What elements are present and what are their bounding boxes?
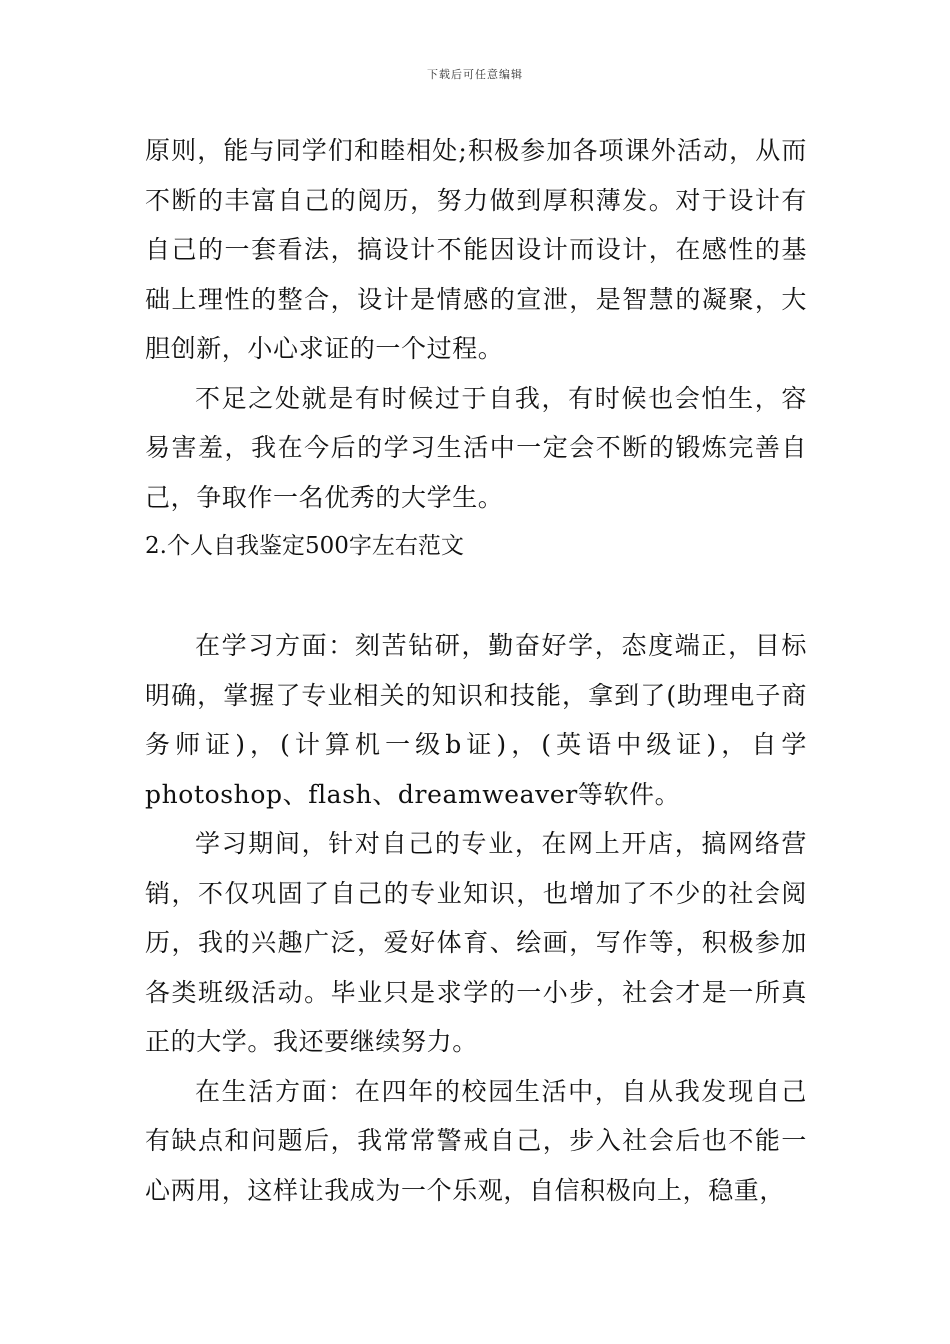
- paragraph-principles: 原则，能与同学们和睦相处;积极参加各项课外活动，从而不断的丰富自己的阅历，努力做到厚积薄发。对于设计有自己的一套看法，搞设计不能因设计而设计，在感性的基础上理性的整合，设计是情感的宣泄，是智慧的凝聚，大胆创新，小心求证的一个过程。: [145, 136, 807, 363]
- page-header: 下载后可任意编辑: [427, 68, 523, 81]
- paragraph-study-period: 学习期间，针对自己的专业，在网上开店，搞网络营销，不仅巩固了自己的专业知识，也增加了不少的社会阅历，我的兴趣广泛，爱好体育、绘画，写作等，积极参加各类班级活动。毕业只是求学的一小步，社会才是一所真正的大学。我还要继续努力。: [145, 829, 807, 1056]
- section-heading: 2.个人自我鉴定500字左右范文: [145, 533, 464, 559]
- blank-line: [145, 572, 807, 622]
- paragraph-study: 在学习方面：刻苦钻研，勤奋好学，态度端正，目标明确，掌握了专业相关的知识和技能，拿到了(助理电子商务师证)，(计算机一级b证)，(英语中级证)，自学photoshop、flash、dreamweaver等软件。: [145, 631, 807, 809]
- paragraph-shortcomings: 不足之处就是有时候过于自我，有时候也会怕生，容易害羞，我在今后的学习生活中一定会不断的锻炼完善自己，争取作一名优秀的大学生。: [145, 383, 807, 512]
- document-body: [145, 126, 807, 1215]
- paragraph-life: 在生活方面：在四年的校园生活中，自从我发现自己有缺点和问题后，我常常警戒自己，步入社会后也不能一心两用，这样让我成为一个乐观，自信积极向上，稳重，: [145, 1076, 807, 1205]
